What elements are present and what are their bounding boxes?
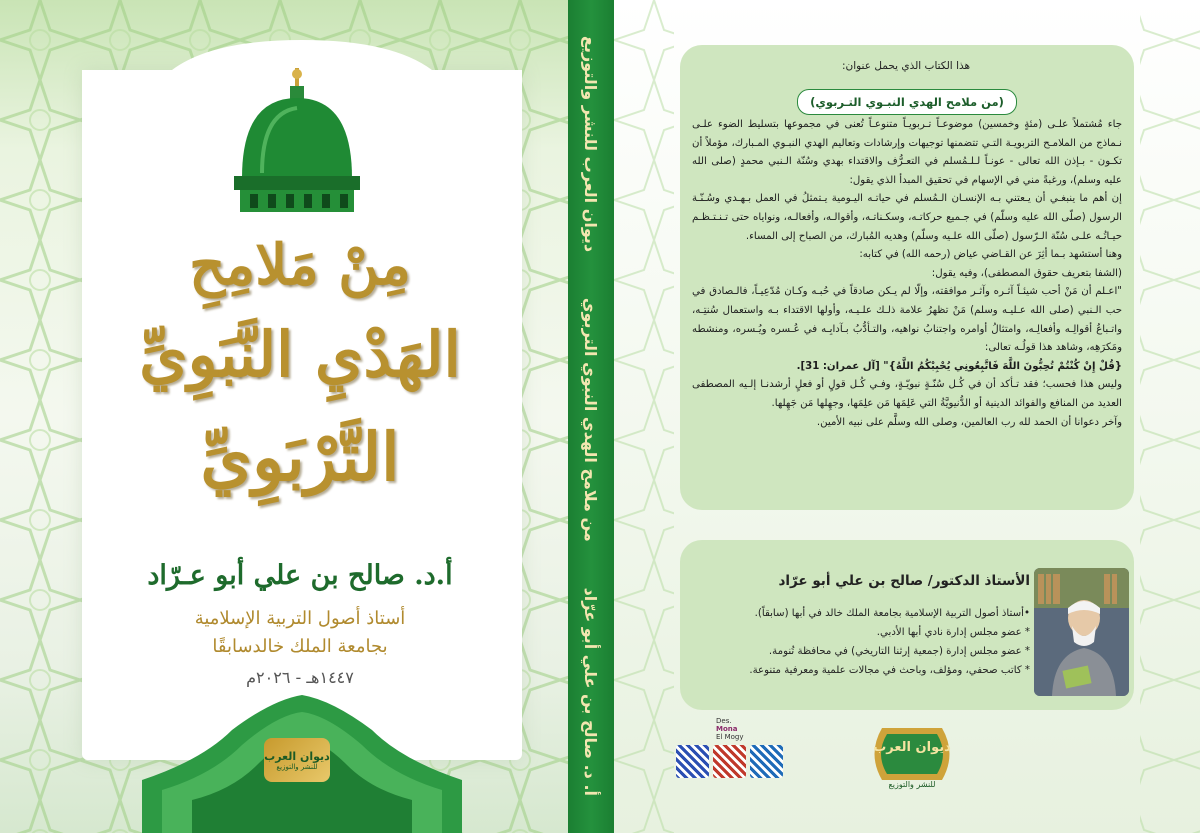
bio-item: * عضو مجلس إدارة (جمعية إرثنا التاريخي) في محافظة تُنومة. [768, 646, 1030, 657]
author-photo-image [1034, 568, 1129, 696]
bio-item: •أستاذ أصول التربية الإسلامية بجامعة الملك خالد في أبها (سابقاً). [754, 608, 1030, 619]
book-description [692, 116, 1122, 432]
description-paragraph: وهنا أستشهد بـما أثِرَ عن القـاضي عياض (رحمه الله) في كتابه: [859, 249, 1122, 261]
logo-back-text: ديوان العرب [873, 740, 951, 755]
author-bio-title: الأستاذ الدكتور/ صالح بن علي أبو عرّاد [778, 573, 1030, 589]
quran-verse: {قُلْ إِنْ كُنْتُمْ تُحِبُّونَ اللَّهَ فَاتَّبِعُونِي يُحْبِبْكُمُ اللَّهُ}" [آل عمران: 31]. [796, 360, 1122, 372]
spine-author: أ. د. صالح بن علي أبو عرّاد [581, 587, 601, 796]
designer-line1: Des. [716, 717, 732, 725]
bio-item: * عضو مجلس إدارة نادي أبها الأدبي. [876, 627, 1030, 638]
logo-back-subtext: للنشر والتوزيع [888, 780, 936, 789]
green-dome-icon [222, 68, 372, 218]
author-bio-list [680, 604, 1030, 680]
front-author-name: أ.د. صالح بن علي أبو عـرّاد [147, 560, 453, 591]
spine-publisher: ديوان العرب للنشر والتوزيع [581, 36, 601, 253]
spine-text-group [576, 36, 606, 796]
designer-line3: El Mogy [716, 733, 744, 741]
closing-paragraph: وآخر دعوانا أن الحمد لله رب العالمين، وصلى الله وسلَّم على نبيه الأمين. [816, 416, 1122, 428]
description-paragraph: إن أهم ما ينبغـي أن يـعتني بـه الإنسـان الـمُسلم في حياتـه اليـومية يـتمثلُ في العمل بـهـدي وسُـنّـة الرسول (صلّى الله عليه وسلّم) في جـميع حركاتـه، وسكـناتـه، وأقوالـه، وأفعالـه، ونواياه حتى تـنـتـظـم حيـاتُـه علـى سُنّة الـرّسول (صلّى الله علـيه وسلّم) وهديه المُبارك، من الصباح إلى المساء. [692, 193, 1122, 242]
logo-subtext: للنشر والتوزيع [276, 762, 318, 771]
description-paragraph: وليس هذا فحسب؛ فقد تـأكد أن في كُـل سُنّـةٍ نبويّـةٍ، وفـي كُـل قولٍ أو فعلٍ أرشدنـا إلـيه المصطفى العديد من المنافع والفوائد الدينية أو الدُّنيويَّةُ التي عَلِمَها مَن علِمَها، وجهِلها مَن جَهِلها. [692, 379, 1122, 409]
bio-item: * كاتب صحفي، ومؤلف، وباحث في مجالات علمية ومعرفية متنوعة. [749, 665, 1030, 676]
back-intro-text: هذا الكتاب الذي يحمل عنوان: [841, 60, 971, 72]
qr-code-icon[interactable] [713, 745, 746, 778]
front-title-line1: مِنْ مَلامِحِ [189, 232, 411, 298]
author-photo [1034, 568, 1129, 696]
publisher-logo-front [264, 738, 330, 782]
publisher-logo-back [862, 718, 962, 790]
spine-title: من ملامح الهدي النبوي التربوي [581, 297, 601, 542]
front-title-line3: التَّرْبَوِيِّ [200, 418, 400, 496]
front-publication-date: ١٤٤٧هـ - ٢٠٢٦م [246, 668, 354, 687]
front-title-line2: الهَدْيِ النَّبَوِيِّ [139, 318, 461, 391]
front-author-position: أستاذ أصول التربية الإسلامية [194, 608, 406, 629]
qr-code-icon[interactable] [676, 745, 709, 778]
logo-text: ديوان العرب [264, 749, 330, 763]
qr-code-icon[interactable] [750, 745, 783, 778]
front-author-university: بجامعة الملك خالدسابقًا [212, 636, 388, 657]
description-quote: "اعـلم أن مَنْ أحب شيئـاً آثـره وآثـر موافقته، وإلّا لم يـكن صادقاً في حُبـه وكـان مُدّعِيـاً، فالـصادق في حب الـنبي (صلى الله عـليـه وسلم) مَنْ تظهرُ علامة ذلـك علـيـه، وأولها الاقتداء بـه واستعمال سُنتِـه، واتـباعُ أقوالِـه وأفعالِـه، وامتثالُ أوامره واجتنابُ نواهيه، والتـأدُّبُ بـآدابِـه في عُـسره ويُـسره، ومنشطه ومَكرَهِه، وشاهد هذا قولُـه تعالى: [692, 286, 1122, 354]
designer-credit [716, 717, 756, 739]
book-title-pill: (من ملامح الهدي النبـوي التـربوي) [797, 89, 1017, 115]
description-paragraph: (الشفا بتعريف حقوق المصطفى)، وفيه يقول: [931, 267, 1122, 279]
designer-line2: Mona [716, 725, 738, 733]
description-paragraph: جاء مُشتملاً علـى (مئةٍ وخمسين) موضوعـاً تـربويـاً متنوعـاً تُعنى في مجموعها بتسليط الضوء علـى نـماذج من الملامـح التربويـة التـي تتضمنها توجيهات وإرشادات وتعاليم الهدي النبـوي المـبارك، مؤملاً أن تكـون - بـإذن الله تعالى - عونـاً لـلـمُسلم في التعـرُّف والاقتداء بهدي وسُنّة الـنبي محمدٍ (صلى الله عليه وسلم)، ورغبةً مني في الإسهام في تحقيق المبدأ الذي يقول: [692, 119, 1122, 186]
